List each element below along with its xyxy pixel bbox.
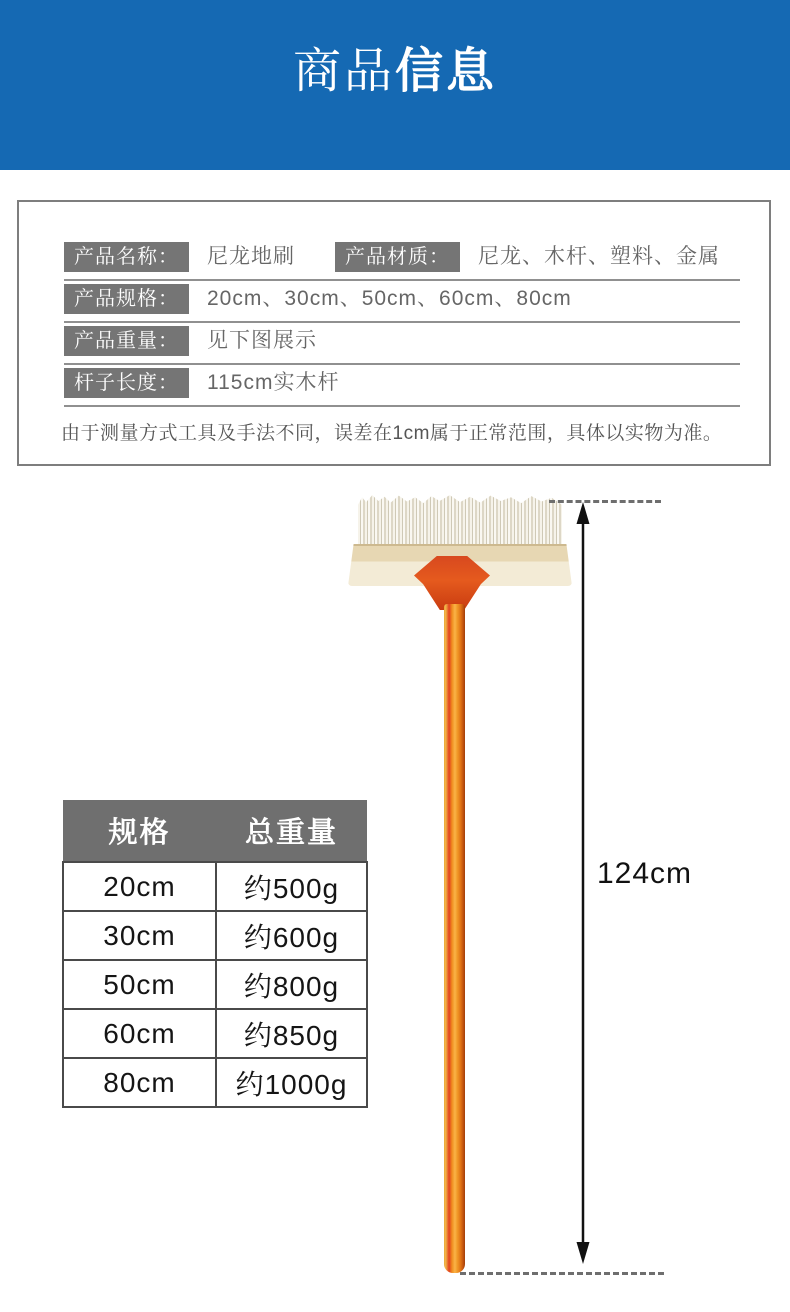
weight-cell: 约1000g — [216, 1058, 367, 1107]
product-spec-value: 20cm、30cm、50cm、60cm、80cm — [207, 287, 572, 310]
weight-table-row — [63, 960, 367, 1009]
product-name-label: 产品名称： — [64, 242, 189, 272]
spec-cell: 50cm — [63, 960, 216, 1009]
weight-table-header-row — [63, 800, 367, 862]
product-weight-label: 产品重量： — [64, 326, 189, 356]
product-info-card — [17, 200, 771, 466]
weight-table-row — [63, 911, 367, 960]
weight-cell: 约600g — [216, 911, 367, 960]
product-name-value: 尼龙地刷 — [207, 245, 295, 268]
weight-table-header-weight: 总重量 — [216, 800, 367, 862]
product-material-value: 尼龙、木杆、塑料、金属 — [478, 245, 720, 268]
spec-cell: 60cm — [63, 1009, 216, 1058]
measurement-tolerance-note: 由于测量方式工具及手法不同，误差在1cm属于正常范围，具体以实物为准。 — [61, 423, 723, 444]
weight-table — [62, 800, 368, 1108]
info-row-spec — [64, 284, 740, 323]
pole-length-label: 杆子长度： — [64, 368, 189, 398]
pole-length-value: 115cm实木杆 — [207, 371, 340, 394]
page-title-bold: 信息 — [395, 45, 498, 98]
product-spec-label: 产品规格： — [64, 284, 189, 314]
broom-handle-image — [444, 604, 465, 1273]
measure-dashed-line-bottom — [460, 1272, 664, 1275]
banner — [0, 0, 790, 170]
weight-table-row — [63, 1009, 367, 1058]
spec-cell: 30cm — [63, 911, 216, 960]
weight-table-header-spec: 规格 — [63, 800, 216, 862]
weight-cell: 约850g — [216, 1009, 367, 1058]
weight-cell: 约800g — [216, 960, 367, 1009]
page-title — [0, 46, 790, 99]
page-title-regular: 商品 — [292, 45, 395, 98]
spec-cell: 80cm — [63, 1058, 216, 1107]
info-row-weight — [64, 326, 740, 365]
height-measurement-label: 124cm — [597, 857, 693, 890]
measure-dashed-line-top — [549, 500, 661, 503]
product-material-label: 产品材质： — [335, 242, 460, 272]
measure-double-arrow — [574, 502, 592, 1264]
spec-cell: 20cm — [63, 862, 216, 911]
broom-bristles-image — [358, 494, 562, 548]
weight-cell: 约500g — [216, 862, 367, 911]
info-row-pole-length — [64, 368, 740, 407]
weight-table-row — [63, 862, 367, 911]
weight-table-row — [63, 1058, 367, 1107]
info-row-name-material — [64, 242, 740, 281]
product-weight-value: 见下图展示 — [207, 329, 317, 352]
